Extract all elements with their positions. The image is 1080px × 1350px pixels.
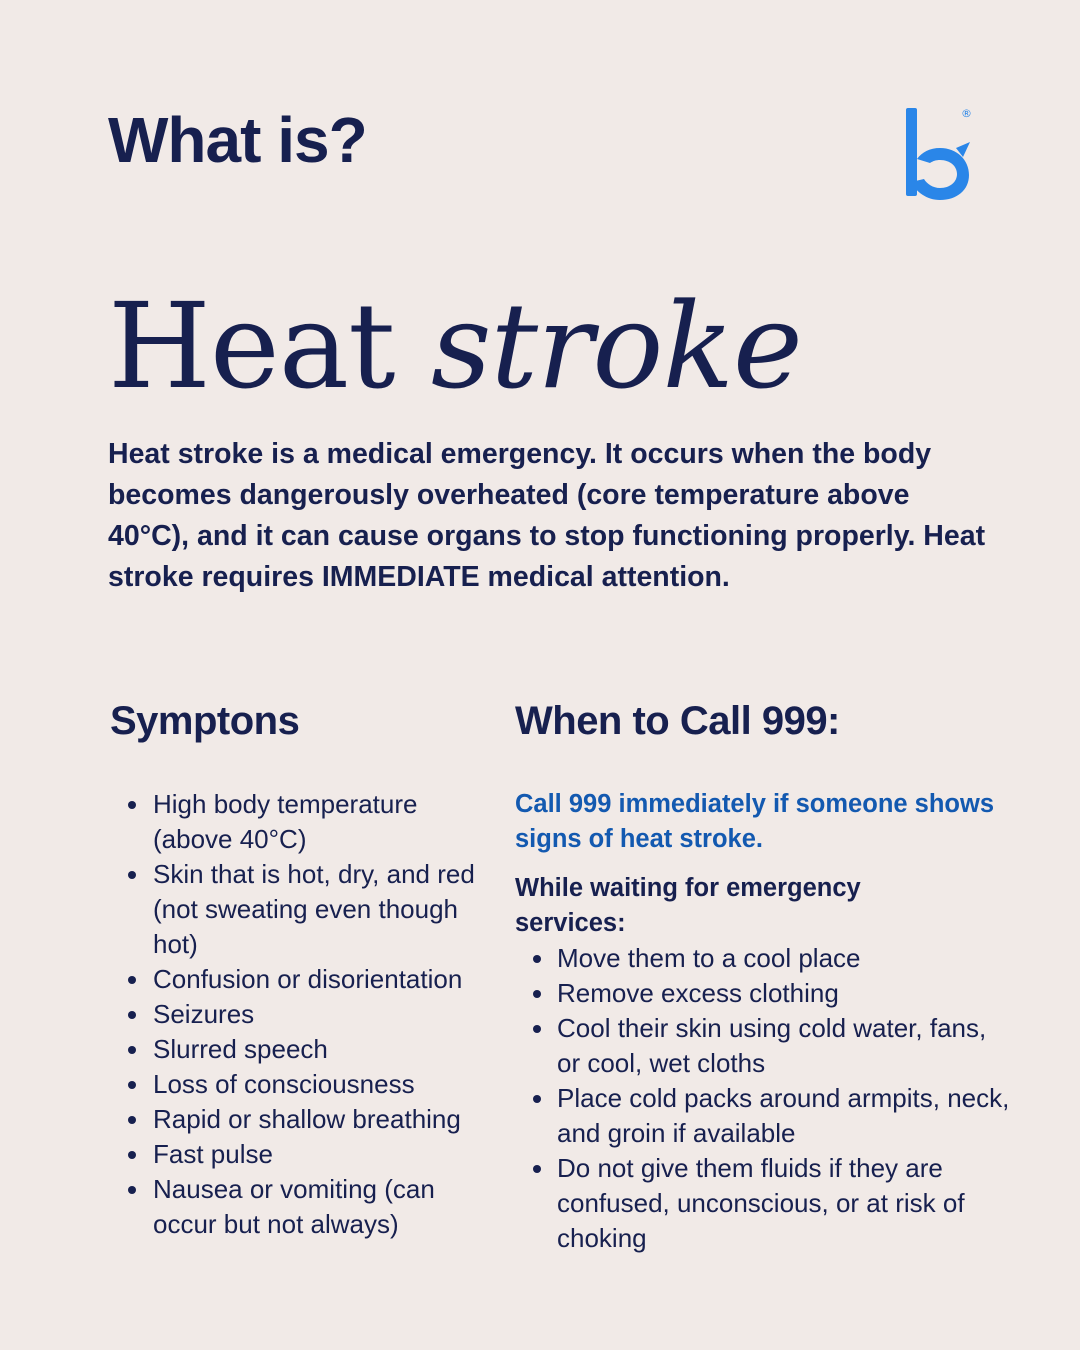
actions-list xyxy=(515,941,1015,1256)
symptom-item: Seizures xyxy=(110,997,490,1032)
title-italic: stroke xyxy=(431,277,802,415)
call-section xyxy=(515,698,1015,1256)
symptom-item: Rapid or shallow breathing xyxy=(110,1102,490,1137)
call-heading: When to Call 999: xyxy=(515,699,840,743)
action-item: Do not give them fluids if they are confused, unconscious, or at risk of choking xyxy=(515,1151,1015,1256)
symptom-item: Loss of consciousness xyxy=(110,1067,490,1102)
intro-paragraph: Heat stroke is a medical emergency. It occurs when the body becomes dangerously overheated (core temperature above 40°C), and it can cause organs to stop functioning properly. Heat stroke requires IMMEDIATE medical attention. xyxy=(108,438,986,593)
symptom-item: High body temperature (above 40°C) xyxy=(110,787,490,857)
page-title xyxy=(108,277,802,415)
action-item: Move them to a cool place xyxy=(515,941,1015,976)
action-item: Place cold packs around armpits, neck, and groin if available xyxy=(515,1081,1015,1151)
symptoms-section xyxy=(110,698,490,1242)
brand-logo xyxy=(900,104,980,204)
symptoms-list xyxy=(110,787,490,1242)
title-plain: Heat xyxy=(108,277,432,415)
symptoms-heading: Symptons xyxy=(110,699,300,743)
registered-mark: ® xyxy=(961,107,972,120)
action-item: Cool their skin using cold water, fans, or cool, wet cloths xyxy=(515,1011,1015,1081)
call-callout: Call 999 immediately if someone shows signs of heat stroke. xyxy=(515,790,995,853)
symptom-item: Confusion or disorientation xyxy=(110,962,490,997)
symptom-item: Nausea or vomiting (can occur but not always) xyxy=(110,1172,490,1242)
action-item: Remove excess clothing xyxy=(515,976,1015,1011)
kicker-heading: What is? xyxy=(108,104,367,176)
symptom-item: Slurred speech xyxy=(110,1032,490,1067)
waiting-heading: While waiting for emergency services: xyxy=(515,874,861,937)
symptom-item: Fast pulse xyxy=(110,1137,490,1172)
symptom-item: Skin that is hot, dry, and red (not sweating even though hot) xyxy=(110,857,490,962)
brand-logo-icon xyxy=(900,104,980,204)
